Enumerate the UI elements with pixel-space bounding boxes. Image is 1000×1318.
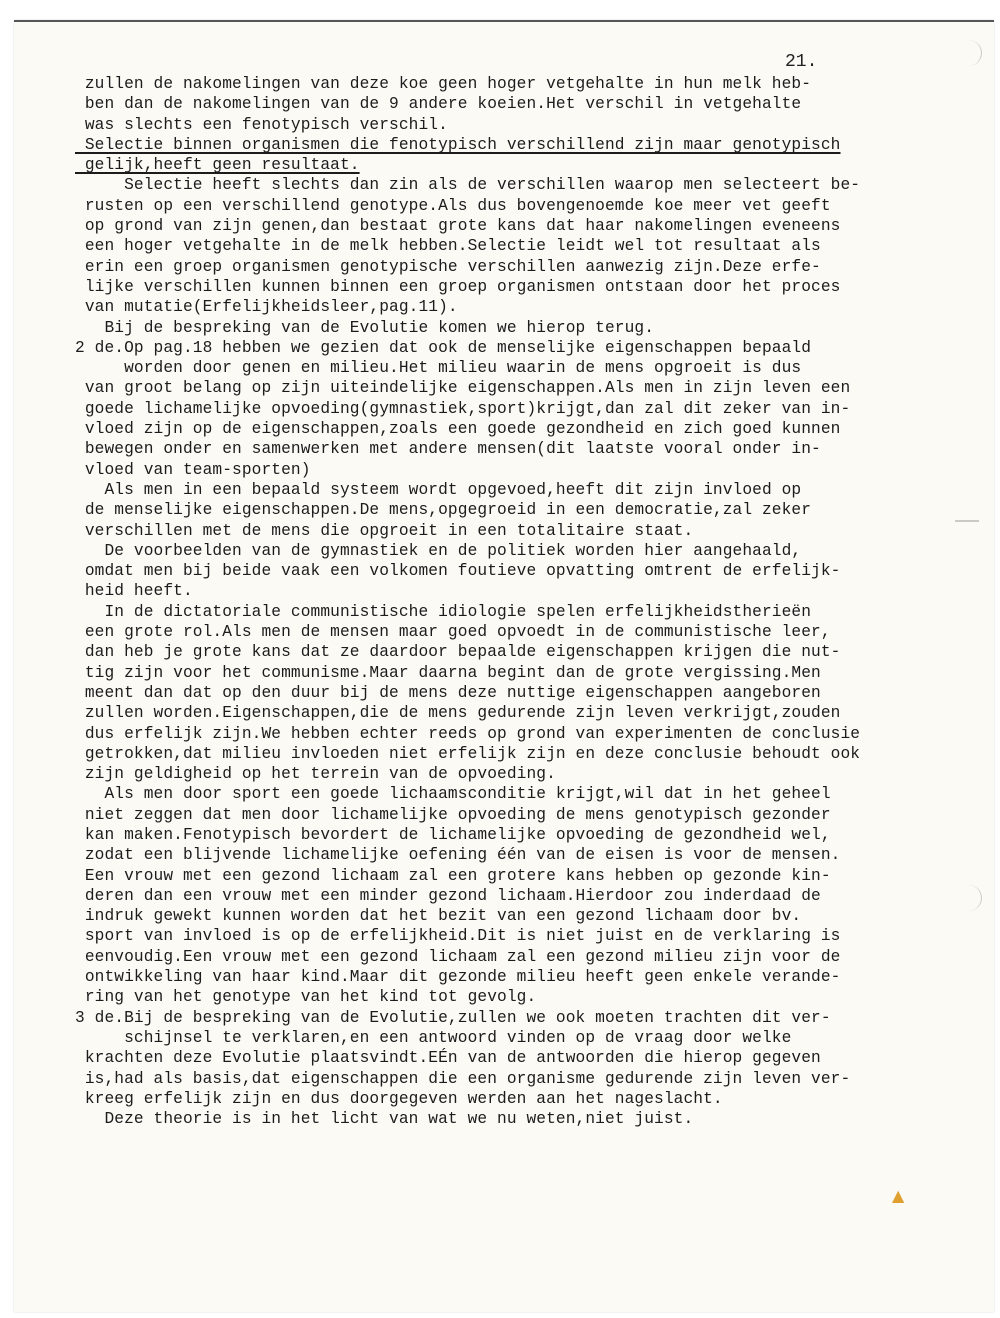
text-line: bewegen onder en samenwerken met andere mensen(dit laatste vooral onder in-: [75, 440, 821, 459]
text-line: schijnsel te verklaren,en een antwoord vinden op de vraag door welke: [75, 1028, 792, 1047]
text-line: 3 de.Bij de bespreking van de Evolutie,zullen we ook moeten trachten dit ver-: [75, 1008, 831, 1027]
text-line: Bij de bespreking van de Evolutie komen we hierop terug.: [75, 318, 655, 337]
text-line: zodat een blijvende lichamelijke oefening één van de eisen is voor de mensen.: [75, 846, 841, 865]
text-line: Als men door sport een goede lichaamsconditie krijgt,wil dat in het geheel: [75, 785, 831, 804]
text-line: verschillen met de mens die opgroeit in een totalitaire staat.: [75, 521, 694, 540]
text-line: ring van het genotype van het kind tot gevolg.: [75, 988, 537, 1007]
text-line: kreeg erfelijk zijn en dus doorgegeven werden aan het nageslacht.: [75, 1089, 723, 1108]
text-line: De voorbeelden van de gymnastiek en de politiek worden hier aangehaald,: [75, 541, 802, 560]
text-line: Een vrouw met een gezond lichaam zal een grotere kans hebben op gezonde kin-: [75, 866, 831, 885]
text-line: zullen de nakomelingen van deze koe geen hoger vetgehalte in hun melk heb-: [75, 75, 812, 93]
text-line: gelijk,heeft geen resultaat.: [75, 156, 360, 175]
text-line: de menselijke eigenschappen.De mens,opgegroeid in een democratie,zal zeker: [75, 501, 812, 520]
document-body: [75, 74, 905, 1129]
text-line: erin een groep organismen genotypische verschillen aanwezig zijn.Deze erfe-: [75, 257, 821, 276]
text-line: een hoger vetgehalte in de melk hebben.Selectie leidt wel tot resultaat als: [75, 237, 821, 256]
text-line: van mutatie(Erfelijkheidsleer,pag.11).: [75, 298, 458, 317]
text-line: een grote rol.Als men de mensen maar goed opvoedt in de communistische leer,: [75, 623, 831, 642]
text-line: deren dan een vrouw met een minder gezond lichaam.Hierdoor zou inderdaad de: [75, 886, 821, 905]
text-line: worden door genen en milieu.Het milieu waarin de mens opgroeit is dus: [75, 359, 802, 378]
text-line: rusten op een verschillend genotype.Als dus bovengenoemde koe meer vet geeft: [75, 196, 831, 215]
text-line: ben dan de nakomelingen van de 9 andere koeien.Het verschil in vetgehalte: [75, 95, 802, 114]
text-line: tig zijn voor het communisme.Maar daarna begint dan de grote vergissing.Men: [75, 663, 821, 682]
text-line: goede lichamelijke opvoeding(gymnastiek,sport)krijgt,dan zal dit zeker van in-: [75, 399, 851, 418]
text-line: vloed zijn op de eigenschappen,zoals een goede gezondheid en zich goed kunnen: [75, 420, 841, 439]
text-line: indruk gewekt kunnen worden dat het bezit van een gezond lichaam door bv.: [75, 907, 802, 926]
text-line: dan heb je grote kans dat ze daardoor bepaalde eigenschappen krijgen die nut-: [75, 643, 841, 662]
caret-mark-icon: ▲: [892, 1186, 905, 1205]
text-line: niet zeggen dat men door lichamelijke opvoeding de mens genotypisch gezonder: [75, 805, 831, 824]
text-line: In de dictatoriale communistische idiologie spelen erfelijkheidstherieën: [75, 602, 812, 621]
margin-curve-mark-top: [955, 40, 982, 66]
text-line: sport van invloed is op de erfelijkheid.Dit is niet juist en de verklaring is: [75, 927, 841, 946]
margin-curve-mark: [955, 885, 982, 911]
page-number: 21.: [785, 52, 818, 72]
text-line: zullen worden.Eigenschappen,die de mens gedurende zijn leven verkrijgt,zouden: [75, 704, 841, 723]
text-line: Selectie binnen organismen die fenotypisch verschillend zijn maar genotypisch: [75, 135, 841, 154]
margin-mark: [955, 520, 979, 522]
text-line: Selectie heeft slechts dan zin als de verschillen waarop men selecteert be-: [75, 176, 861, 195]
text-line: getrokken,dat milieu invloeden niet erfelijk zijn en deze conclusie behoudt ook: [75, 744, 861, 763]
text-line: was slechts een fenotypisch verschil.: [75, 115, 448, 134]
text-line: zijn geldigheid op het terrein van de opvoeding.: [75, 765, 556, 784]
text-line: kan maken.Fenotypisch bevordert de lichamelijke opvoeding de gezondheid wel,: [75, 825, 831, 844]
text-line: van groot belang op zijn uiteindelijke eigenschappen.Als men in zijn leven een: [75, 379, 851, 398]
text-line: meent dan dat op den duur bij de mens deze nuttige eigenschappen aangeboren: [75, 683, 821, 702]
text-line: Als men in een bepaald systeem wordt opgevoed,heeft dit zijn invloed op: [75, 480, 802, 499]
text-line: is,had als basis,dat eigenschappen die een organisme gedurende zijn leven ver-: [75, 1069, 851, 1088]
text-line: heid heeft.: [75, 582, 193, 601]
text-line: omdat men bij beide vaak een volkomen foutieve opvatting omtrent de erfelijk-: [75, 562, 841, 581]
text-line: vloed van team-sporten): [75, 460, 311, 479]
text-line: Deze theorie is in het licht van wat we nu weten,niet juist.: [75, 1110, 694, 1129]
text-line: dus erfelijk zijn.We hebben echter reeds op grond van experimenten de conclusie: [75, 724, 861, 743]
text-line: lijke verschillen kunnen binnen een groep organismen ontstaan door het proces: [75, 277, 841, 296]
text-line: 2 de.Op pag.18 hebben we gezien dat ook de menselijke eigenschappen bepaald: [75, 338, 812, 357]
text-line: eenvoudig.Een vrouw met een gezond lichaam zal een gezond milieu zijn voor de: [75, 947, 841, 966]
text-line: op grond van zijn genen,dan bestaat grote kans dat haar nakomelingen eveneens: [75, 217, 841, 236]
text-line: krachten deze Evolutie plaatsvindt.EÉn van de antwoorden die hierop gegeven: [75, 1049, 821, 1068]
text-line: ontwikkeling van haar kind.Maar dit gezonde milieu heeft geen enkele verande-: [75, 968, 841, 987]
